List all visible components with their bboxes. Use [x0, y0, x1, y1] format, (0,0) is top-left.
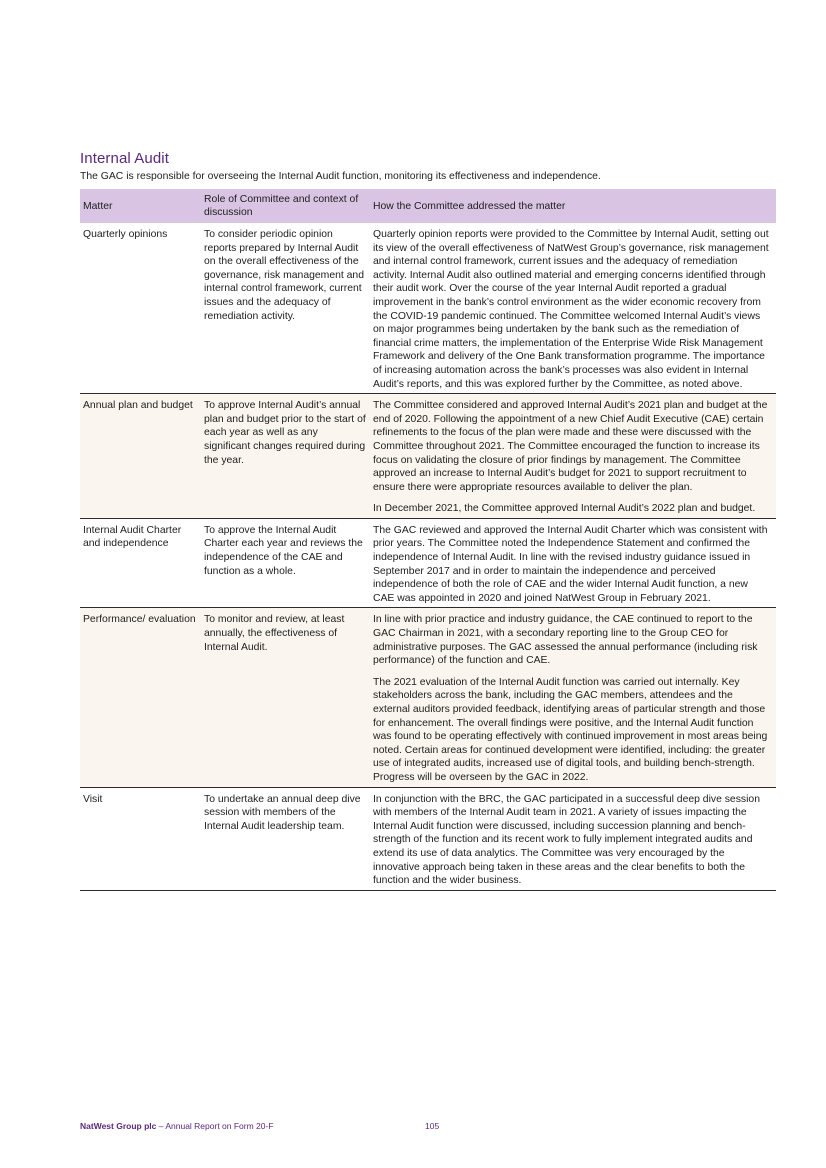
how-paragraph: The 2021 evaluation of the Internal Audit function was carried out internally. Key stakeholders across the bank, including the GAC members, attendees and the external auditors provided feedback, identifying areas of particular strength and those for enhancement. The overall findings were positive, and the Internal Audit function was found to be operating effectively with continued improvement in most areas being noted. Certain areas for continued development were identified, including: the greater use of integrated audits, increased use of digital tools, and building bench-strength. Progress will be overseen by the GAC in 2022. — [373, 676, 768, 783]
how-paragraph: In conjunction with the BRC, the GAC participated in a successful deep dive session with members of the Internal Audit team in 2021. A variety of issues impacting the Internal Audit function were discussed, including succession planning and bench-strength of the function and its recent work to fully implement integrated audits and extend its use of data analytics. The Committee was very encouraged by the innovative approach being taken in these areas and the clear benefits to both the function and the wider business. — [373, 793, 760, 887]
column-header-matter: Matter — [80, 189, 201, 223]
matter-cell: Internal Audit Charter and independence — [80, 518, 201, 608]
footer-brand: NatWest Group plc — [80, 1121, 157, 1131]
column-header-how: How the Committee addressed the matter — [370, 189, 776, 223]
how-cell — [370, 787, 776, 890]
how-cell — [370, 608, 776, 787]
table-row — [80, 518, 776, 608]
page-footer — [80, 1121, 274, 1131]
page-number: 105 — [425, 1121, 440, 1131]
how-cell — [370, 394, 776, 519]
how-paragraph: In December 2021, the Committee approved Internal Audit’s 2022 plan and budget. — [373, 503, 756, 515]
table-row — [80, 223, 776, 394]
matter-cell: Performance/ evaluation — [80, 608, 201, 787]
table-row — [80, 394, 776, 519]
how-cell — [370, 223, 776, 394]
section-title: Internal Audit — [80, 150, 169, 167]
role-cell: To approve Internal Audit’s annual plan and budget prior to the start of each year as well as any significant changes required during the year. — [201, 394, 370, 519]
role-cell: To monitor and review, at least annually, the effectiveness of Internal Audit. — [201, 608, 370, 787]
matter-cell: Visit — [80, 787, 201, 890]
section-intro: The GAC is responsible for overseeing the Internal Audit function, monitoring its effectiveness and independence. — [80, 171, 601, 182]
how-paragraph: The Committee considered and approved Internal Audit’s 2021 plan and budget at the end of 2020. Following the appointment of a new Chief Audit Executive (CAE) certain refinements to the focus of the plan were made and these were discussed with the Committee throughout 2021. The Committee encouraged the function to increase its focus on validating the closure of prior findings by management. The Committee approved an increase to Internal Audit’s budget for 2021 to support recruitment to ensure there were appropriate resources available to deliver the plan. — [373, 400, 768, 493]
table-row — [80, 608, 776, 787]
column-header-role: Role of Committee and context of discussion — [201, 189, 370, 223]
role-cell: To undertake an annual deep dive session with members of the Internal Audit leadership team. — [201, 787, 370, 890]
matter-cell: Quarterly opinions — [83, 229, 168, 240]
table-row — [80, 787, 776, 890]
how-paragraph: Quarterly opinion reports were provided to the Committee by Internal Audit, setting out its view of the overall effectiveness of NatWest Group’s governance, risk management and internal control framework, current issues and the adequacy of remediation activity. Internal Audit also outlined material and emerging concerns identified through their audit work. Over the course of the year Internal Audit reported a gradual improvement in the bank’s control environment as the wider economic recovery from the COVID-19 pandemic continued. The Committee welcomed Internal Audit’s views on major programmes being undertaken by the bank such as the remediation of financial crime matters, the implementation of the Enterprise Wide Risk Management Framework and delivery of the One Bank transformation programme. The importance of increasing automation across the bank’s processes was also evident in Internal Audit’s reports, and this was explored further by the Committee, as noted above. — [373, 229, 769, 390]
table-header — [80, 189, 776, 223]
footer-report-name: Annual Report on Form 20-F — [165, 1121, 274, 1131]
footer-separator: – — [156, 1121, 166, 1131]
how-cell — [370, 518, 776, 608]
how-paragraph: The GAC reviewed and approved the Internal Audit Charter which was consistent with prior years. The Committee noted the Independence Statement and confirmed the independence of Internal Audit. In line with the revised industry guidance issued in September 2017 and in order to maintain the independence and perceived independence of both the role of CAE and the wider Internal Audit function, a new CAE was appointed in 2020 and joined NatWest Group in February 2021. — [373, 524, 768, 604]
how-paragraph: In line with prior practice and industry guidance, the CAE continued to report to the GAC Chairman in 2021, with a secondary reporting line to the Group CEO for administrative purposes. The GAC assessed the annual performance (including risk performance) of the function and CAE. — [373, 614, 758, 667]
internal-audit-table — [80, 189, 776, 891]
internal-audit-section — [80, 150, 776, 891]
role-cell: To approve the Internal Audit Charter each year and reviews the independence of the CAE and function as a whole. — [201, 518, 370, 608]
matter-cell: Annual plan and budget — [80, 394, 201, 519]
role-cell: To consider periodic opinion reports prepared by Internal Audit on the overall effectiveness of the governance, risk management and internal control framework, current issues and the adequacy of remediation activity. — [204, 229, 364, 322]
